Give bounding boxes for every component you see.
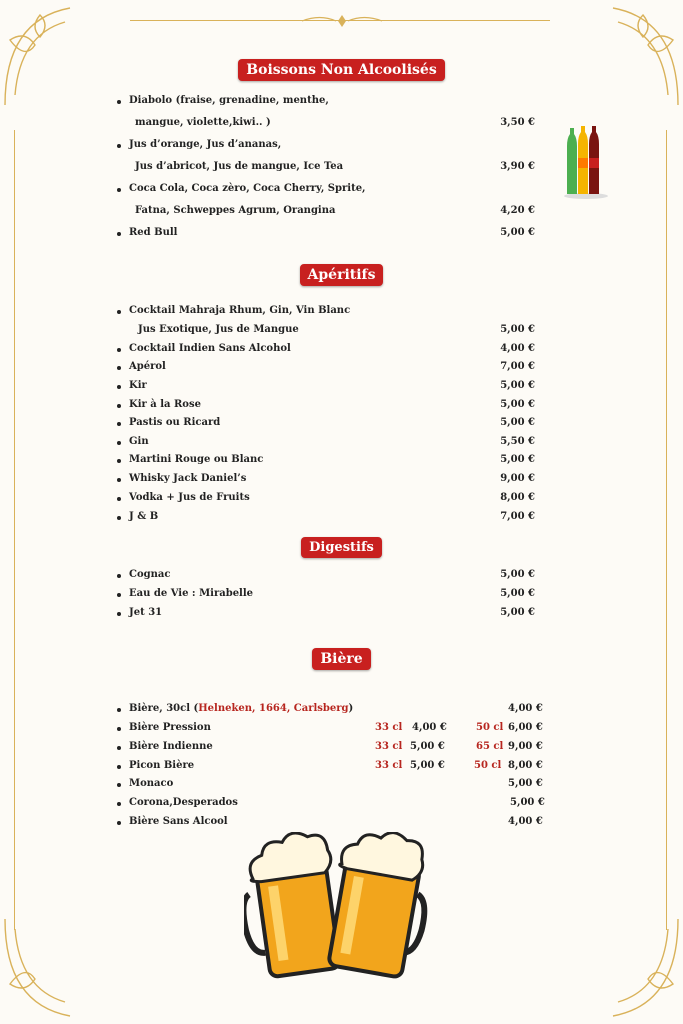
bullet [117,188,121,192]
item-price: 8,00 € [500,492,535,503]
item-name: Corona,Desperados [129,797,238,808]
corner-ornament-top-left [0,0,80,110]
item-price: 5,00 € [500,227,535,238]
item-name: Picon Bière [129,760,195,771]
item-name: Kir à la Rose [129,399,201,410]
corner-ornament-bottom-left [0,914,80,1024]
item-name: Monaco [129,778,174,789]
item-name-line-2: mangue, violette,kiwi.. ) [135,117,271,128]
section-heading-aperitifs: Apéritifs [0,264,683,286]
item-name: Kir [129,380,147,391]
corner-ornament-bottom-right [603,914,683,1024]
bullet [117,612,121,616]
item-name-line-2: Jus d’abricot, Jus de mangue, Ice Tea [135,161,344,172]
size-large: 65 cl [476,741,504,752]
bullet [117,310,121,314]
bullet [117,366,121,370]
beer-brands: Helneken, 1664, Carlsberg [198,703,349,714]
item-price: 4,00 € [508,816,543,827]
item-name: Cocktail Indien Sans Alcohol [129,343,291,354]
item-name: Apérol [129,361,166,372]
item-name: Vodka + Jus de Fruits [129,492,250,503]
beer-mugs-icon [244,832,440,982]
item-name: Coca Cola, Coca zèro, Coca Cherry, Sprite, [129,183,366,194]
frame-right-line [666,130,667,930]
top-ornament [300,12,384,30]
bullet [117,100,121,104]
item-price: 5,50 € [500,436,535,447]
item-price: 5,00 € [508,778,543,789]
item-price: 5,00 € [500,454,535,465]
soda-bottles-icon [561,124,611,200]
item-price: 7,00 € [500,511,535,522]
section-heading-soft-drinks: Boissons Non Alcoolisés [0,59,683,81]
bullet [117,802,121,806]
bullet [117,765,121,769]
size-small: 33 cl [375,722,403,733]
item-price: 5,00 € [500,324,535,335]
bullet [117,232,121,236]
item-name: Bière Indienne [129,741,213,752]
price-large: 6,00 € [508,722,543,733]
size-small: 33 cl [375,741,403,752]
item-price: 7,00 € [500,361,535,372]
item-price: 5,00 € [500,588,535,599]
bullet [117,783,121,787]
beer-name: Bière, 30cl ( [129,703,199,714]
item-price: 4,20 € [500,205,535,216]
item-name: Gin [129,436,149,447]
bullet [117,422,121,426]
price-small: 5,00 € [410,760,445,771]
item-price: 5,00 € [500,417,535,428]
bullet [117,593,121,597]
item-name-line-2: Jus Exotique, Jus de Mangue [138,324,299,335]
item-name: J & B [129,511,159,522]
bullet [117,144,121,148]
bullet [117,516,121,520]
bullet [117,459,121,463]
item-price: 5,00 € [500,399,535,410]
item-price: 5,00 € [500,607,535,618]
item-name: Jet 31 [129,607,163,618]
item-price: 4,00 € [500,343,535,354]
price-small: 5,00 € [410,741,445,752]
item-name: Whisky Jack Daniel’s [129,473,247,484]
bullet [117,708,121,712]
item-name: Pastis ou Ricard [129,417,221,428]
item-name: Red Bull [129,227,178,238]
section-heading-beer: Bière [0,648,683,670]
size-large: 50 cl [476,722,504,733]
frame-left-line [14,130,15,930]
item-name: Cocktail Mahraja Rhum, Gin, Vin Blanc [129,305,351,316]
beer-close-paren: ) [348,703,354,714]
item-name: Jus d’orange, Jus d’ananas, [129,139,282,150]
bullet [117,497,121,501]
bullet [117,385,121,389]
item-name: Eau de Vie : Mirabelle [129,588,254,599]
item-price: 3,90 € [500,161,535,172]
price-large: 8,00 € [508,760,543,771]
corner-ornament-top-right [603,0,683,110]
item-name: Martini Rouge ou Blanc [129,454,264,465]
item-name: Cognac [129,569,171,580]
bullet [117,404,121,408]
item-price: 3,50 € [500,117,535,128]
item-price: 9,00 € [500,473,535,484]
bullet [117,574,121,578]
item-name: Bière Pression [129,722,211,733]
item-price: 5,00 € [510,797,545,808]
bullet [117,348,121,352]
bullet [117,727,121,731]
item-price: 5,00 € [500,569,535,580]
bullet [117,478,121,482]
bullet [117,821,121,825]
item-price: 5,00 € [500,380,535,391]
bullet [117,441,121,445]
section-heading-digestifs: Digestifs [0,536,683,558]
size-large: 50 cl [474,760,502,771]
item-name: Diabolo (fraise, grenadine, menthe, [129,95,329,106]
item-name-line-2: Fatna, Schweppes Agrum, Orangina [135,205,336,216]
bullet [117,746,121,750]
item-price: 4,00 € [508,703,543,714]
price-small: 4,00 € [412,722,447,733]
item-name [129,703,353,715]
item-name: Bière Sans Alcool [129,816,228,827]
price-large: 9,00 € [508,741,543,752]
size-small: 33 cl [375,760,403,771]
